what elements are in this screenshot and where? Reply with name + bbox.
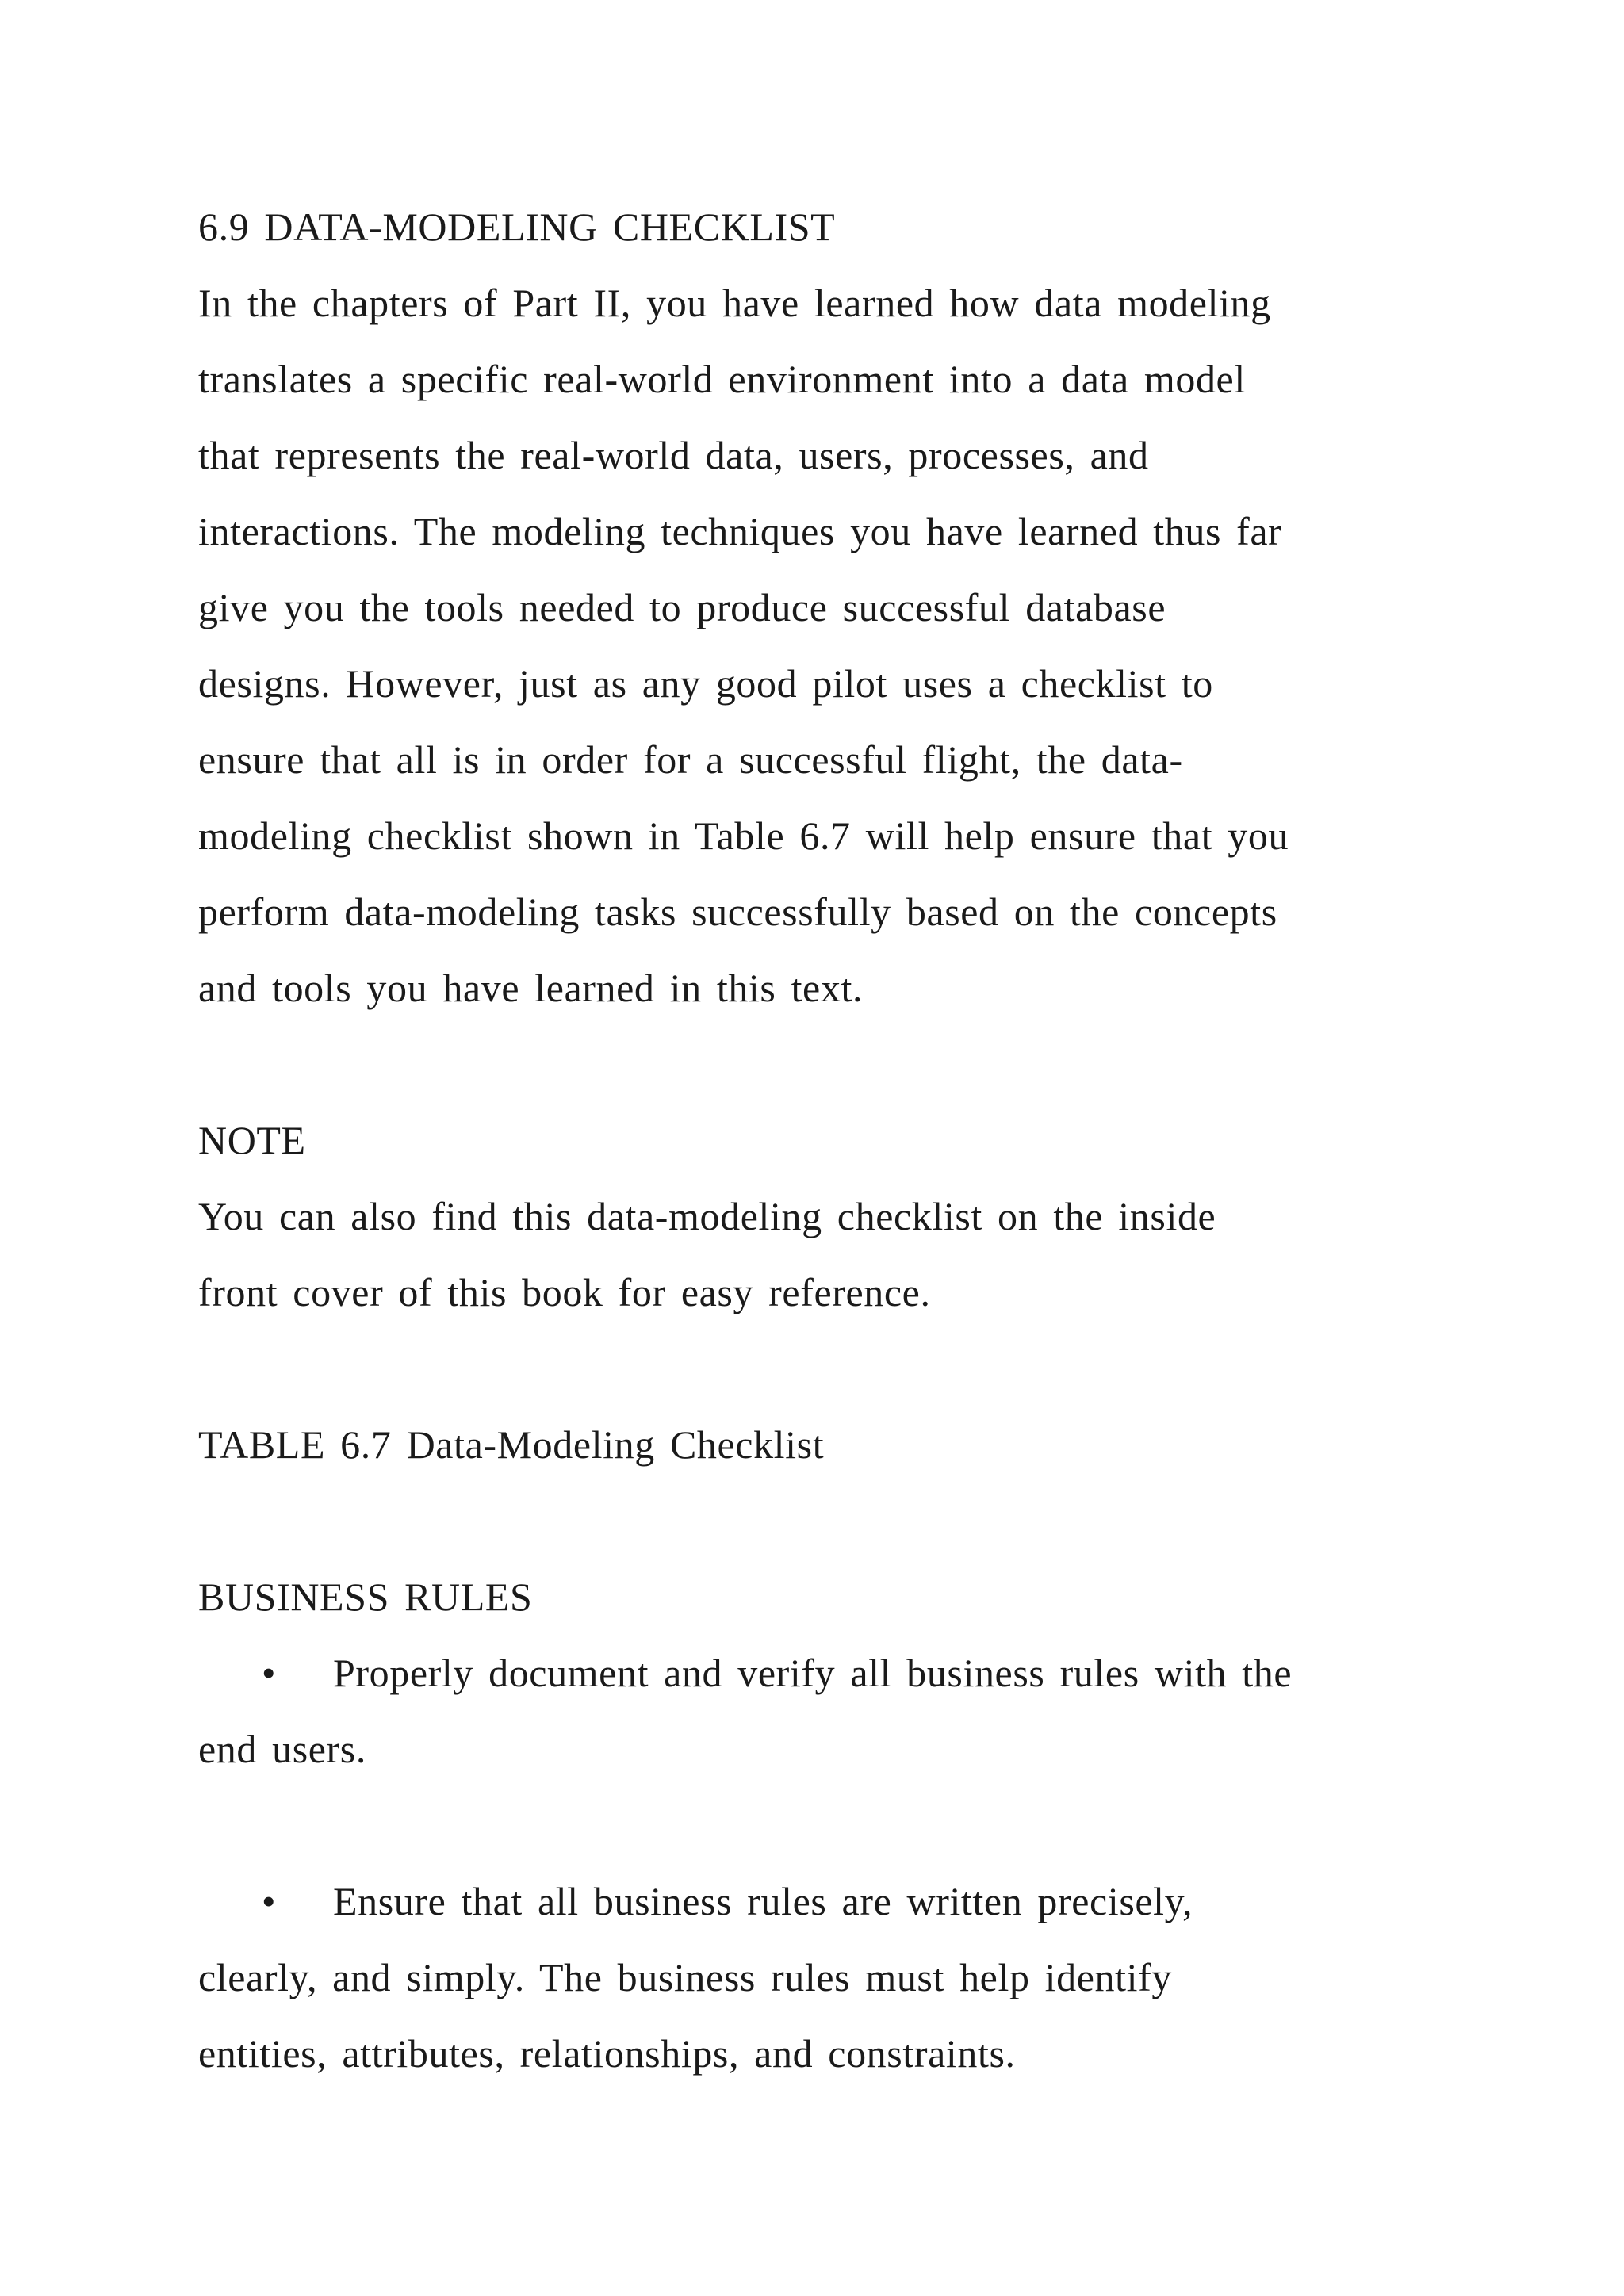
note-line: You can also find this data-modeling checklist on the inside — [198, 1194, 1216, 1238]
note-label: NOTE — [198, 1118, 306, 1162]
paragraph-line: and tools you have learned in this text. — [198, 966, 864, 1010]
list-item-text: Properly document and verify all business rules with the — [333, 1651, 1293, 1695]
note-line: front cover of this book for easy reference. — [198, 1270, 931, 1314]
bullet-marker: • — [262, 1879, 277, 1923]
list-item-continuation: clearly, and simply. The business rules must help identify — [198, 1955, 1172, 1999]
spacer — [198, 1330, 1451, 1406]
paragraph-line: translates a specific real-world environment into a data model — [198, 357, 1246, 401]
paragraph-line: perform data-modeling tasks successfully based on the concepts — [198, 890, 1277, 934]
paragraph-line: modeling checklist shown in Table 6.7 will help ensure that you — [198, 813, 1289, 858]
bullet-marker: • — [262, 1651, 277, 1695]
spacer — [198, 1026, 1451, 1102]
list-item-text: Ensure that all business rules are written precisely, — [333, 1879, 1193, 1923]
spacer — [198, 1483, 1451, 1559]
paragraph-line: interactions. The modeling techniques you have learned thus far — [198, 509, 1282, 553]
section-heading: 6.9 DATA-MODELING CHECKLIST — [198, 205, 836, 249]
list-item — [198, 1635, 1451, 1711]
list-item — [198, 1863, 1451, 1939]
business-rules-heading: BUSINESS RULES — [198, 1575, 533, 1619]
document-page — [198, 189, 1451, 2091]
list-item-continuation: entities, attributes, relationships, and constraints. — [198, 2031, 1016, 2076]
paragraph-line: In the chapters of Part II, you have learned how data modeling — [198, 281, 1271, 325]
paragraph-line: give you the tools needed to produce successful database — [198, 585, 1166, 629]
paragraph-line: ensure that all is in order for a successful flight, the data- — [198, 737, 1183, 782]
spacer — [198, 1787, 1451, 1863]
list-item-continuation: end users. — [198, 1727, 366, 1771]
paragraph-line: that represents the real-world data, users, processes, and — [198, 433, 1149, 477]
table-caption: TABLE 6.7 Data-Modeling Checklist — [198, 1422, 825, 1467]
paragraph-line: designs. However, just as any good pilot uses a checklist to — [198, 661, 1213, 706]
